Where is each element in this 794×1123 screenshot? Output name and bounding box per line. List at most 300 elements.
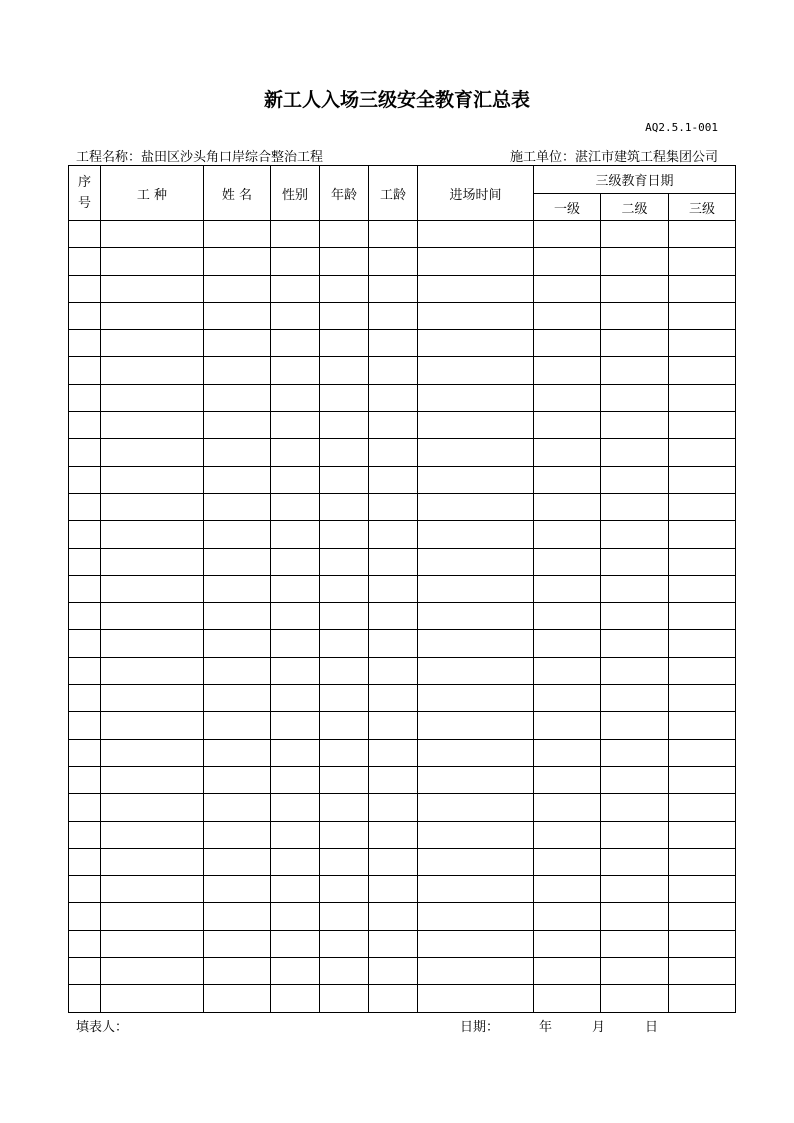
table-cell[interactable] [69,685,101,712]
table-cell[interactable] [669,657,736,684]
table-cell[interactable] [204,330,271,357]
table-cell[interactable] [204,575,271,602]
table-cell[interactable] [418,712,534,739]
table-cell[interactable] [204,603,271,630]
table-cell[interactable] [534,739,601,766]
table-cell[interactable] [601,739,669,766]
table-cell[interactable] [669,876,736,903]
table-cell[interactable] [669,275,736,302]
table-cell[interactable] [369,685,418,712]
table-cell[interactable] [369,493,418,520]
table-row [69,357,736,384]
table-cell[interactable] [204,712,271,739]
table-cell[interactable] [101,930,204,957]
table-cell[interactable] [418,575,534,602]
table-cell[interactable] [669,330,736,357]
table-cell[interactable] [534,794,601,821]
table-cell[interactable] [669,548,736,575]
table-cell[interactable] [320,821,369,848]
table-cell[interactable] [669,821,736,848]
table-cell[interactable] [534,958,601,985]
table-cell[interactable] [601,821,669,848]
table-cell[interactable] [369,876,418,903]
table-cell[interactable] [369,575,418,602]
table-cell[interactable] [69,821,101,848]
table-cell[interactable] [271,657,320,684]
table-cell[interactable] [669,248,736,275]
table-cell[interactable] [320,603,369,630]
table-cell[interactable] [320,248,369,275]
table-cell[interactable] [271,575,320,602]
table-cell[interactable] [320,384,369,411]
table-cell[interactable] [204,739,271,766]
table-cell[interactable] [101,357,204,384]
table-cell[interactable] [369,848,418,875]
table-cell[interactable] [418,848,534,875]
table-cell[interactable] [101,248,204,275]
table-cell[interactable] [69,958,101,985]
table-cell[interactable] [418,466,534,493]
table-cell[interactable] [320,493,369,520]
table-cell[interactable] [101,821,204,848]
table-cell[interactable] [271,848,320,875]
table-cell[interactable] [101,275,204,302]
table-cell[interactable] [534,302,601,329]
table-row [69,712,736,739]
table-cell[interactable] [204,630,271,657]
table-cell[interactable] [369,275,418,302]
table-cell[interactable] [69,930,101,957]
table-cell[interactable] [669,493,736,520]
table-cell[interactable] [369,384,418,411]
table-cell[interactable] [320,794,369,821]
table-cell[interactable] [204,685,271,712]
table-cell[interactable] [534,357,601,384]
table-cell[interactable] [69,248,101,275]
table-cell[interactable] [534,466,601,493]
table-cell[interactable] [534,766,601,793]
table-cell[interactable] [69,712,101,739]
table-cell[interactable] [69,357,101,384]
table-cell[interactable] [418,930,534,957]
table-cell[interactable] [69,412,101,439]
table-cell[interactable] [601,248,669,275]
table-cell[interactable] [101,603,204,630]
table-cell[interactable] [418,985,534,1012]
table-cell[interactable] [601,657,669,684]
table-cell[interactable] [101,712,204,739]
table-cell[interactable] [601,521,669,548]
table-cell[interactable] [271,357,320,384]
table-cell[interactable] [534,657,601,684]
table-cell[interactable] [418,412,534,439]
table-cell[interactable] [320,548,369,575]
table-cell[interactable] [101,794,204,821]
table-cell[interactable] [669,930,736,957]
table-cell[interactable] [101,521,204,548]
table-cell[interactable] [369,930,418,957]
table-cell[interactable] [369,739,418,766]
table-cell[interactable] [271,739,320,766]
table-cell[interactable] [69,384,101,411]
table-cell[interactable] [69,876,101,903]
table-cell[interactable] [271,766,320,793]
table-row [69,876,736,903]
table-cell[interactable] [320,221,369,248]
table-cell[interactable] [101,685,204,712]
table-cell[interactable] [669,712,736,739]
table-cell[interactable] [534,930,601,957]
table-cell[interactable] [204,821,271,848]
table-cell[interactable] [69,575,101,602]
table-cell[interactable] [418,794,534,821]
table-cell[interactable] [601,412,669,439]
table-cell[interactable] [601,930,669,957]
table-cell[interactable] [669,575,736,602]
table-cell[interactable] [669,794,736,821]
table-cell[interactable] [369,466,418,493]
table-cell[interactable] [271,248,320,275]
table-cell[interactable] [418,657,534,684]
table-cell[interactable] [418,739,534,766]
table-cell[interactable] [418,302,534,329]
table-cell[interactable] [271,958,320,985]
table-cell[interactable] [418,221,534,248]
table-cell[interactable] [601,630,669,657]
table-cell[interactable] [534,221,601,248]
table-cell[interactable] [418,876,534,903]
table-row [69,930,736,957]
table-cell[interactable] [204,794,271,821]
table-cell[interactable] [669,985,736,1012]
table-cell[interactable] [271,930,320,957]
table-cell[interactable] [101,330,204,357]
table-cell[interactable] [69,275,101,302]
table-cell[interactable] [271,466,320,493]
table-cell[interactable] [204,357,271,384]
table-cell[interactable] [669,685,736,712]
table-cell[interactable] [601,439,669,466]
table-cell[interactable] [101,412,204,439]
table-cell[interactable] [204,985,271,1012]
table-cell[interactable] [271,521,320,548]
table-cell[interactable] [204,548,271,575]
table-cell[interactable] [601,794,669,821]
table-cell[interactable] [669,766,736,793]
table-cell[interactable] [534,384,601,411]
table-cell[interactable] [204,766,271,793]
date-year: 年 [539,1020,553,1035]
table-cell[interactable] [271,302,320,329]
table-cell[interactable] [69,439,101,466]
table-cell[interactable] [601,221,669,248]
table-cell[interactable] [320,876,369,903]
table-cell[interactable] [320,712,369,739]
table-cell[interactable] [534,630,601,657]
table-cell[interactable] [271,548,320,575]
table-cell[interactable] [669,412,736,439]
table-cell[interactable] [369,248,418,275]
table-cell[interactable] [369,439,418,466]
table-cell[interactable] [320,903,369,930]
table-cell[interactable] [69,493,101,520]
table-cell[interactable] [601,548,669,575]
table-cell[interactable] [534,712,601,739]
table-cell[interactable] [601,575,669,602]
table-cell[interactable] [101,739,204,766]
table-cell[interactable] [271,821,320,848]
table-cell[interactable] [369,958,418,985]
table-cell[interactable] [101,657,204,684]
table-cell[interactable] [369,221,418,248]
table-cell[interactable] [69,848,101,875]
table-cell[interactable] [601,876,669,903]
table-cell[interactable] [418,685,534,712]
table-cell[interactable] [601,357,669,384]
table-cell[interactable] [669,302,736,329]
table-cell[interactable] [204,930,271,957]
table-cell[interactable] [418,521,534,548]
table-cell[interactable] [101,384,204,411]
table-cell[interactable] [204,903,271,930]
table-cell[interactable] [534,248,601,275]
table-cell[interactable] [320,930,369,957]
table-cell[interactable] [534,685,601,712]
table-cell[interactable] [204,876,271,903]
table-cell[interactable] [204,439,271,466]
table-cell[interactable] [669,384,736,411]
table-cell[interactable] [101,985,204,1012]
table-cell[interactable] [534,985,601,1012]
table-cell[interactable] [101,958,204,985]
table-cell[interactable] [669,603,736,630]
table-cell[interactable] [418,330,534,357]
table-cell[interactable] [271,712,320,739]
table-cell[interactable] [204,302,271,329]
table-cell[interactable] [418,630,534,657]
table-cell[interactable] [204,657,271,684]
header-work-years: 工龄 [369,166,418,221]
table-cell[interactable] [69,903,101,930]
table-cell[interactable] [271,221,320,248]
table-cell[interactable] [669,439,736,466]
table-cell[interactable] [204,384,271,411]
table-cell[interactable] [204,848,271,875]
table-cell[interactable] [601,712,669,739]
table-cell[interactable] [534,548,601,575]
table-cell[interactable] [534,521,601,548]
table-cell[interactable] [320,766,369,793]
table-cell[interactable] [271,384,320,411]
table-cell[interactable] [320,521,369,548]
table-cell[interactable] [369,302,418,329]
table-cell[interactable] [69,466,101,493]
table-cell[interactable] [101,439,204,466]
table-cell[interactable] [418,821,534,848]
table-cell[interactable] [320,685,369,712]
table-cell[interactable] [204,275,271,302]
table-cell[interactable] [601,985,669,1012]
table-cell[interactable] [534,848,601,875]
table-cell[interactable] [369,985,418,1012]
table-cell[interactable] [418,439,534,466]
table-cell[interactable] [418,357,534,384]
table-cell[interactable] [69,739,101,766]
table-cell[interactable] [601,603,669,630]
table-cell[interactable] [601,302,669,329]
table-cell[interactable] [601,766,669,793]
table-cell[interactable] [669,739,736,766]
table-cell[interactable] [534,603,601,630]
table-cell[interactable] [204,412,271,439]
table-cell[interactable] [369,766,418,793]
table-cell[interactable] [369,712,418,739]
table-cell[interactable] [669,357,736,384]
table-cell[interactable] [418,903,534,930]
table-cell[interactable] [669,466,736,493]
table-cell[interactable] [669,958,736,985]
table-cell[interactable] [101,876,204,903]
table-cell[interactable] [418,766,534,793]
table-cell[interactable] [204,466,271,493]
table-cell[interactable] [369,821,418,848]
table-cell[interactable] [69,548,101,575]
table-cell[interactable] [101,221,204,248]
table-cell[interactable] [369,412,418,439]
table-cell[interactable] [271,603,320,630]
table-cell[interactable] [601,685,669,712]
table-cell[interactable] [418,248,534,275]
table-cell[interactable] [69,603,101,630]
table-cell[interactable] [69,794,101,821]
table-cell[interactable] [418,384,534,411]
table-cell[interactable] [320,985,369,1012]
table-cell[interactable] [418,958,534,985]
table-cell[interactable] [601,958,669,985]
table-cell[interactable] [271,985,320,1012]
table-cell[interactable] [601,275,669,302]
table-cell[interactable] [369,657,418,684]
table-cell[interactable] [271,412,320,439]
table-cell[interactable] [320,357,369,384]
table-cell[interactable] [534,876,601,903]
table-cell[interactable] [69,630,101,657]
table-cell[interactable] [320,630,369,657]
table-cell[interactable] [271,275,320,302]
table-cell[interactable] [534,330,601,357]
table-cell[interactable] [101,848,204,875]
table-cell[interactable] [320,575,369,602]
table-cell[interactable] [320,466,369,493]
table-cell[interactable] [69,221,101,248]
table-cell[interactable] [369,330,418,357]
table-cell[interactable] [69,302,101,329]
table-cell[interactable] [669,903,736,930]
table-cell[interactable] [669,221,736,248]
table-cell[interactable] [69,985,101,1012]
table-cell[interactable] [320,412,369,439]
table-cell[interactable] [271,630,320,657]
table-cell[interactable] [69,766,101,793]
table-cell[interactable] [669,848,736,875]
table-cell[interactable] [101,766,204,793]
table-cell[interactable] [271,903,320,930]
table-cell[interactable] [271,439,320,466]
table-cell[interactable] [601,330,669,357]
table-cell[interactable] [534,575,601,602]
table-cell[interactable] [369,794,418,821]
table-cell[interactable] [320,302,369,329]
table-cell[interactable] [69,330,101,357]
table-cell[interactable] [271,330,320,357]
table-cell[interactable] [271,493,320,520]
table-cell[interactable] [369,357,418,384]
table-cell[interactable] [320,848,369,875]
table-cell[interactable] [601,493,669,520]
table-cell[interactable] [418,603,534,630]
table-cell[interactable] [534,821,601,848]
table-cell[interactable] [418,493,534,520]
header-seq-line1: 序 [77,175,91,190]
table-cell[interactable] [320,958,369,985]
table-cell[interactable] [534,412,601,439]
table-cell[interactable] [101,903,204,930]
table-cell[interactable] [271,794,320,821]
table-cell[interactable] [669,521,736,548]
table-cell[interactable] [69,521,101,548]
table-cell[interactable] [320,439,369,466]
table-cell[interactable] [534,903,601,930]
table-cell[interactable] [320,275,369,302]
table-cell[interactable] [369,521,418,548]
table-cell[interactable] [101,302,204,329]
table-cell[interactable] [418,548,534,575]
table-cell[interactable] [101,630,204,657]
table-cell[interactable] [534,493,601,520]
table-cell[interactable] [69,657,101,684]
table-cell[interactable] [369,603,418,630]
table-cell[interactable] [669,630,736,657]
table-cell[interactable] [101,493,204,520]
table-cell[interactable] [601,848,669,875]
table-cell[interactable] [320,330,369,357]
table-cell[interactable] [271,685,320,712]
table-cell[interactable] [101,466,204,493]
table-cell[interactable] [601,466,669,493]
table-cell[interactable] [320,657,369,684]
table-cell[interactable] [369,630,418,657]
table-cell[interactable] [601,903,669,930]
contractor-value: 湛江市建筑工程集团公司 [574,150,718,165]
table-cell[interactable] [369,903,418,930]
table-cell[interactable] [204,248,271,275]
table-row [69,603,736,630]
table-cell[interactable] [204,521,271,548]
table-cell[interactable] [101,575,204,602]
table-cell[interactable] [320,739,369,766]
table-cell[interactable] [534,275,601,302]
table-cell[interactable] [204,493,271,520]
table-cell[interactable] [204,958,271,985]
table-cell[interactable] [534,439,601,466]
table-cell[interactable] [101,548,204,575]
table-cell[interactable] [418,275,534,302]
table-cell[interactable] [369,548,418,575]
table-cell[interactable] [204,221,271,248]
table-cell[interactable] [601,384,669,411]
table-cell[interactable] [271,876,320,903]
table-row [69,766,736,793]
